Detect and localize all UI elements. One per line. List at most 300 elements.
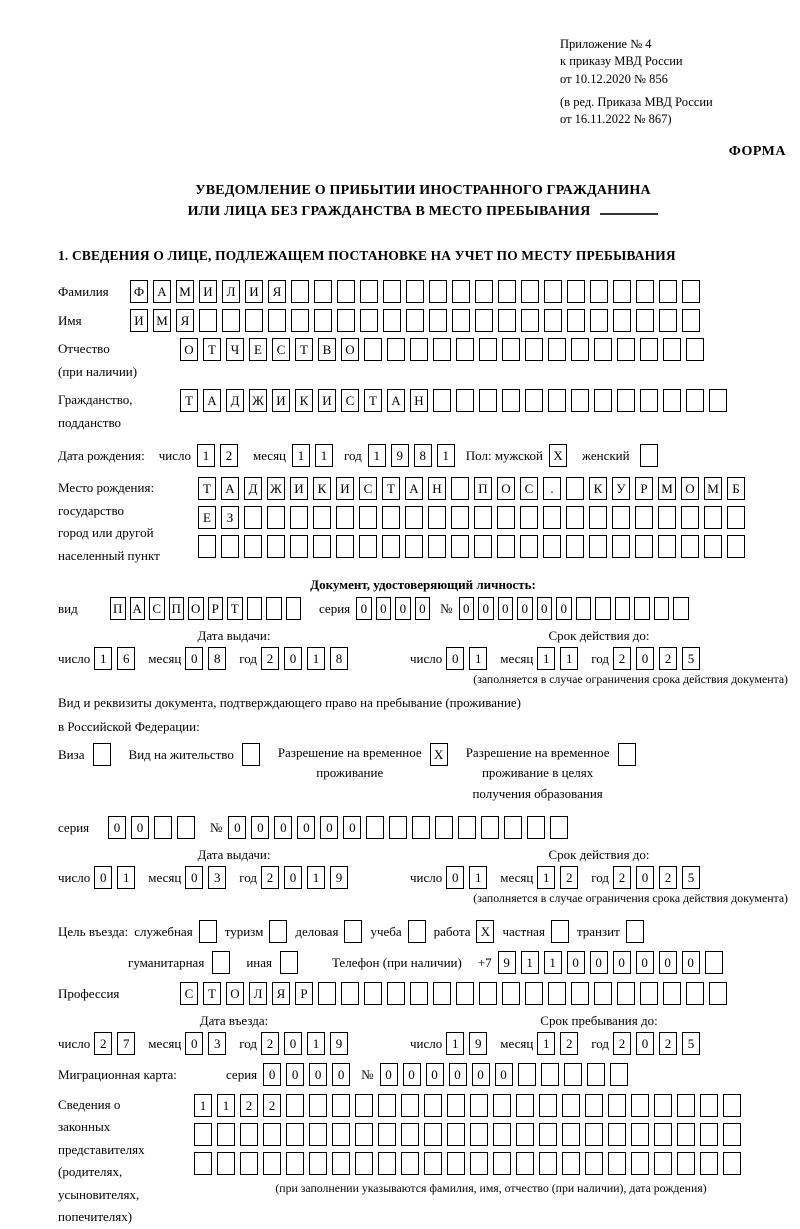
char-box[interactable] [451,535,469,558]
char-box[interactable]: Л [222,280,240,303]
char-box[interactable] [286,597,302,620]
char-box[interactable]: 0 [284,1032,302,1055]
gender-female-checkbox[interactable] [640,444,663,467]
char-box[interactable] [263,1123,281,1146]
char-box[interactable]: Ж [249,389,267,412]
char-box[interactable]: Ф [130,280,148,303]
char-box[interactable] [723,1152,741,1175]
char-box[interactable]: Р [635,477,653,500]
char-box[interactable] [424,1152,442,1175]
representatives-boxes-row3[interactable] [194,1152,788,1175]
char-box[interactable] [263,1152,281,1175]
char-box[interactable] [617,389,635,412]
doc-valid-year[interactable] [613,647,705,670]
char-box[interactable]: 1 [537,866,555,889]
char-box[interactable]: 0 [403,1063,421,1086]
char-box[interactable] [267,506,285,529]
char-box[interactable] [456,389,474,412]
char-box[interactable]: Ж [267,477,285,500]
char-box[interactable] [550,816,568,839]
temp-residence-edu-checkbox[interactable] [618,743,636,766]
char-box[interactable] [314,280,332,303]
char-box[interactable] [313,535,331,558]
char-box[interactable] [566,477,584,500]
char-box[interactable] [727,535,745,558]
char-box[interactable] [631,1094,649,1117]
char-box[interactable]: 0 [332,1063,350,1086]
char-box[interactable] [521,309,539,332]
char-box[interactable]: 9 [498,951,516,974]
char-box[interactable] [199,309,217,332]
char-box[interactable] [332,1123,350,1146]
char-box[interactable]: Р [208,597,224,620]
char-box[interactable] [682,309,700,332]
representatives-boxes-row1[interactable] [194,1094,788,1117]
char-box[interactable]: 8 [414,444,432,467]
char-box[interactable]: 0 [108,816,126,839]
purpose-other-checkbox[interactable] [280,951,298,974]
profession-boxes[interactable] [180,982,732,1005]
char-box[interactable]: 0 [472,1063,490,1086]
char-box[interactable] [154,816,172,839]
char-box[interactable]: 0 [380,1063,398,1086]
char-box[interactable]: И [199,280,217,303]
char-box[interactable]: 0 [228,816,246,839]
char-box[interactable]: 2 [263,1094,281,1117]
char-box[interactable] [360,309,378,332]
char-box[interactable]: 1 [194,1094,212,1117]
char-box[interactable]: 0 [659,951,677,974]
char-box[interactable]: С [180,982,198,1005]
char-box[interactable] [567,309,585,332]
birth-month-boxes[interactable] [292,444,338,467]
char-box[interactable]: 0 [446,866,464,889]
char-box[interactable] [242,743,260,766]
char-box[interactable] [424,1123,442,1146]
doc-series-boxes[interactable] [356,597,434,620]
phone-boxes[interactable] [498,951,728,974]
visa-checkbox[interactable] [93,743,111,766]
char-box[interactable]: О [180,338,198,361]
char-box[interactable] [626,920,644,943]
char-box[interactable] [502,389,520,412]
char-box[interactable] [493,1123,511,1146]
char-box[interactable]: Ч [226,338,244,361]
char-box[interactable] [452,309,470,332]
char-box[interactable] [286,1094,304,1117]
char-box[interactable] [456,338,474,361]
char-box[interactable] [617,982,635,1005]
char-box[interactable]: 1 [544,951,562,974]
char-box[interactable]: О [188,597,204,620]
char-box[interactable]: О [497,477,515,500]
char-box[interactable] [594,338,612,361]
char-box[interactable]: Л [249,982,267,1005]
char-box[interactable] [594,982,612,1005]
char-box[interactable] [244,535,262,558]
char-box[interactable]: 2 [261,1032,279,1055]
char-box[interactable] [479,338,497,361]
char-box[interactable] [631,1123,649,1146]
char-box[interactable] [458,816,476,839]
char-box[interactable] [474,506,492,529]
char-box[interactable]: А [387,389,405,412]
char-box[interactable] [520,535,538,558]
char-box[interactable] [470,1123,488,1146]
doc-issue-month[interactable] [185,647,231,670]
char-box[interactable] [562,1152,580,1175]
char-box[interactable] [709,982,727,1005]
char-box[interactable] [610,1063,628,1086]
char-box[interactable]: 0 [478,597,494,620]
char-box[interactable] [682,280,700,303]
char-box[interactable] [290,535,308,558]
char-box[interactable] [658,506,676,529]
char-box[interactable] [502,982,520,1005]
migration-number-boxes[interactable] [380,1063,633,1086]
doc-valid-day[interactable] [446,647,492,670]
char-box[interactable]: О [681,477,699,500]
char-box[interactable] [612,535,630,558]
char-box[interactable] [562,1094,580,1117]
char-box[interactable]: Т [364,389,382,412]
char-box[interactable] [539,1152,557,1175]
stay-until-day[interactable] [446,1032,492,1055]
char-box[interactable] [429,309,447,332]
char-box[interactable] [355,1152,373,1175]
char-box[interactable] [199,920,217,943]
char-box[interactable] [428,535,446,558]
char-box[interactable] [280,951,298,974]
purpose-business-checkbox[interactable] [199,920,217,943]
char-box[interactable] [587,1063,605,1086]
char-box[interactable]: Т [295,338,313,361]
char-box[interactable] [585,1152,603,1175]
purpose-study-checkbox[interactable] [408,920,426,943]
char-box[interactable]: 0 [297,816,315,839]
migration-series-boxes[interactable] [263,1063,355,1086]
char-box[interactable] [337,309,355,332]
doc-valid-month[interactable] [537,647,583,670]
char-box[interactable]: 0 [682,951,700,974]
char-box[interactable] [359,506,377,529]
char-box[interactable]: П [110,597,126,620]
char-box[interactable]: 1 [315,444,333,467]
char-box[interactable]: 2 [613,1032,631,1055]
char-box[interactable] [659,309,677,332]
char-box[interactable]: С [272,338,290,361]
char-box[interactable]: А [153,280,171,303]
char-box[interactable] [309,1094,327,1117]
char-box[interactable]: Т [382,477,400,500]
char-box[interactable] [387,982,405,1005]
entry-month[interactable] [185,1032,231,1055]
char-box[interactable] [700,1123,718,1146]
char-box[interactable]: З [221,506,239,529]
char-box[interactable] [634,597,650,620]
char-box[interactable]: 0 [185,647,203,670]
char-box[interactable] [543,535,561,558]
char-box[interactable] [177,816,195,839]
char-box[interactable]: Д [226,389,244,412]
stay-issue-month[interactable] [185,866,231,889]
char-box[interactable] [198,535,216,558]
char-box[interactable] [567,280,585,303]
char-box[interactable]: 0 [459,597,475,620]
char-box[interactable] [247,597,263,620]
char-box[interactable] [268,309,286,332]
char-box[interactable]: И [130,309,148,332]
char-box[interactable]: О [341,338,359,361]
char-box[interactable] [355,1094,373,1117]
char-box[interactable] [194,1152,212,1175]
char-box[interactable]: К [295,389,313,412]
char-box[interactable] [266,597,282,620]
char-box[interactable]: 2 [220,444,238,467]
char-box[interactable] [451,506,469,529]
char-box[interactable] [286,1152,304,1175]
char-box[interactable] [475,309,493,332]
char-box[interactable] [244,506,262,529]
char-box[interactable]: Е [249,338,267,361]
doc-number-boxes[interactable] [459,597,693,620]
char-box[interactable]: В [318,338,336,361]
char-box[interactable]: 3 [208,1032,226,1055]
char-box[interactable] [589,535,607,558]
char-box[interactable]: 5 [682,1032,700,1055]
char-box[interactable]: 0 [556,597,572,620]
stay-number-boxes[interactable] [228,816,573,839]
char-box[interactable] [405,506,423,529]
char-box[interactable]: 1 [446,1032,464,1055]
char-box[interactable] [654,1123,672,1146]
char-box[interactable] [382,506,400,529]
char-box[interactable]: Б [727,477,745,500]
char-box[interactable]: 0 [567,951,585,974]
char-box[interactable] [615,597,631,620]
char-box[interactable] [571,982,589,1005]
char-box[interactable] [313,506,331,529]
char-box[interactable] [217,1152,235,1175]
char-box[interactable] [429,280,447,303]
char-box[interactable] [704,535,722,558]
char-box[interactable] [723,1094,741,1117]
char-box[interactable]: 0 [517,597,533,620]
char-box[interactable]: 0 [415,597,431,620]
char-box[interactable]: 0 [376,597,392,620]
char-box[interactable] [291,280,309,303]
char-box[interactable]: 0 [498,597,514,620]
char-box[interactable] [654,597,670,620]
char-box[interactable] [378,1094,396,1117]
char-box[interactable]: 0 [636,647,654,670]
char-box[interactable]: С [520,477,538,500]
char-box[interactable] [337,280,355,303]
char-box[interactable] [470,1152,488,1175]
char-box[interactable]: 0 [636,1032,654,1055]
char-box[interactable]: 3 [208,866,226,889]
char-box[interactable] [686,389,704,412]
char-box[interactable] [516,1123,534,1146]
char-box[interactable] [635,535,653,558]
char-box[interactable] [617,338,635,361]
char-box[interactable] [456,982,474,1005]
char-box[interactable] [481,816,499,839]
surname-boxes[interactable] [130,280,705,303]
char-box[interactable] [590,309,608,332]
char-box[interactable] [240,1123,258,1146]
char-box[interactable]: А [405,477,423,500]
char-box[interactable] [245,309,263,332]
char-box[interactable]: 1 [292,444,310,467]
char-box[interactable] [677,1094,695,1117]
char-box[interactable]: С [341,389,359,412]
char-box[interactable] [640,982,658,1005]
char-box[interactable] [541,1063,559,1086]
char-box[interactable]: 2 [560,1032,578,1055]
char-box[interactable] [677,1152,695,1175]
char-box[interactable]: 0 [395,597,411,620]
char-box[interactable]: 1 [537,647,555,670]
char-box[interactable] [290,506,308,529]
char-box[interactable] [677,1123,695,1146]
char-box[interactable]: 0 [284,647,302,670]
char-box[interactable]: Т [203,338,221,361]
char-box[interactable]: А [221,477,239,500]
char-box[interactable]: 0 [94,866,112,889]
char-box[interactable]: Н [428,477,446,500]
char-box[interactable] [700,1152,718,1175]
char-box[interactable]: И [290,477,308,500]
char-box[interactable] [428,506,446,529]
char-box[interactable]: Т [180,389,198,412]
char-box[interactable]: 1 [437,444,455,467]
entry-year[interactable] [261,1032,353,1055]
char-box[interactable]: И [336,477,354,500]
char-box[interactable]: 0 [309,1063,327,1086]
char-box[interactable] [525,338,543,361]
stay-until-year[interactable] [613,1032,705,1055]
char-box[interactable]: 1 [469,866,487,889]
char-box[interactable] [498,309,516,332]
char-box[interactable] [663,338,681,361]
char-box[interactable] [612,506,630,529]
char-box[interactable]: П [169,597,185,620]
char-box[interactable] [608,1152,626,1175]
char-box[interactable] [551,920,569,943]
char-box[interactable]: 0 [636,951,654,974]
char-box[interactable] [435,816,453,839]
char-box[interactable] [424,1094,442,1117]
char-box[interactable]: Н [410,389,428,412]
char-box[interactable] [401,1152,419,1175]
char-box[interactable]: 1 [307,1032,325,1055]
char-box[interactable] [332,1094,350,1117]
char-box[interactable]: 6 [117,647,135,670]
char-box[interactable]: 0 [636,866,654,889]
purpose-tourism-checkbox[interactable] [269,920,287,943]
char-box[interactable]: 1 [537,1032,555,1055]
char-box[interactable] [344,920,362,943]
char-box[interactable] [406,280,424,303]
char-box[interactable] [401,1123,419,1146]
char-box[interactable] [366,816,384,839]
entry-day[interactable] [94,1032,140,1055]
char-box[interactable] [518,1063,536,1086]
char-box[interactable]: 0 [263,1063,281,1086]
char-box[interactable]: 0 [537,597,553,620]
char-box[interactable] [585,1123,603,1146]
char-box[interactable] [309,1123,327,1146]
birthplace-boxes-row1[interactable] [198,477,750,500]
char-box[interactable] [543,506,561,529]
char-box[interactable]: 0 [251,816,269,839]
char-box[interactable]: А [203,389,221,412]
char-box[interactable]: 1 [368,444,386,467]
stay-issue-year[interactable] [261,866,353,889]
char-box[interactable] [314,309,332,332]
char-box[interactable] [493,1094,511,1117]
char-box[interactable] [447,1094,465,1117]
char-box[interactable] [548,389,566,412]
char-box[interactable]: 2 [261,647,279,670]
char-box[interactable] [336,535,354,558]
char-box[interactable]: 2 [613,647,631,670]
char-box[interactable] [608,1094,626,1117]
char-box[interactable] [613,280,631,303]
char-box[interactable] [663,389,681,412]
char-box[interactable] [447,1123,465,1146]
char-box[interactable]: 8 [208,647,226,670]
stay-series-boxes[interactable] [108,816,200,839]
char-box[interactable] [240,1152,258,1175]
char-box[interactable] [525,389,543,412]
char-box[interactable]: М [176,280,194,303]
char-box[interactable] [497,506,515,529]
char-box[interactable] [705,951,723,974]
residence-permit-checkbox[interactable] [242,743,260,766]
char-box[interactable]: 1 [197,444,215,467]
char-box[interactable]: 1 [307,647,325,670]
char-box[interactable]: 2 [560,866,578,889]
char-box[interactable] [286,1123,304,1146]
char-box[interactable] [544,280,562,303]
char-box[interactable]: С [149,597,165,620]
char-box[interactable]: Е [198,506,216,529]
char-box[interactable] [521,280,539,303]
purpose-commercial-checkbox[interactable] [344,920,362,943]
char-box[interactable]: 2 [261,866,279,889]
char-box[interactable] [383,309,401,332]
char-box[interactable]: Р [295,982,313,1005]
gender-male-checkbox[interactable] [549,444,572,467]
char-box[interactable] [267,535,285,558]
char-box[interactable]: Т [203,982,221,1005]
char-box[interactable] [222,309,240,332]
char-box[interactable] [723,1123,741,1146]
char-box[interactable] [571,389,589,412]
char-box[interactable] [336,506,354,529]
char-box[interactable]: 0 [426,1063,444,1086]
char-box[interactable]: 0 [185,866,203,889]
birth-day-boxes[interactable] [197,444,243,467]
name-boxes[interactable] [130,309,705,332]
char-box[interactable]: 0 [446,647,464,670]
char-box[interactable] [548,338,566,361]
char-box[interactable] [525,982,543,1005]
purpose-private-checkbox[interactable] [551,920,569,943]
char-box[interactable]: И [272,389,290,412]
